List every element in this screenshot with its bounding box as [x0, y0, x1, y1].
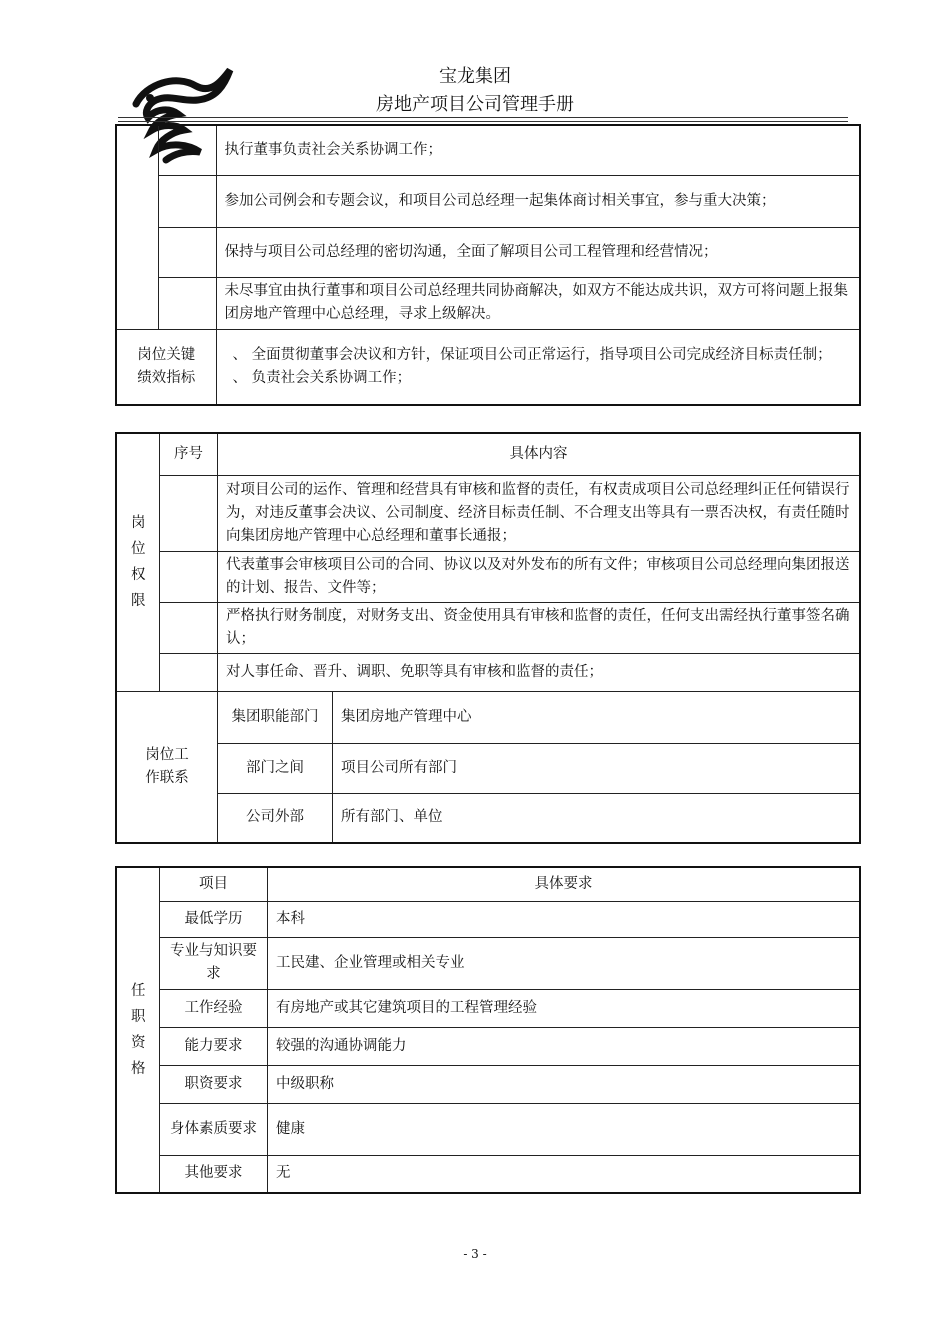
row-number-cell [158, 175, 216, 227]
kpi-label: 岗位关键绩效指标 [116, 329, 216, 405]
duty-item: 参加公司例会和专题会议，和项目公司总经理一起集体商讨相关事宜，参与重大决策； [216, 175, 860, 227]
duty-item: 未尽事宜由执行董事和项目公司总经理共同协商解决，如双方不能达成共识，双方可将问题上报集团房地产管理中心总经理，寻求上级解决。 [216, 277, 860, 329]
qualification-table [115, 866, 861, 1194]
qualification-label: 任职资格 [116, 867, 160, 1193]
row-number-cell [158, 277, 216, 329]
requirement-value: 健康 [268, 1103, 861, 1155]
table-row [116, 901, 860, 937]
duty-item: 保持与项目公司总经理的密切沟通，全面了解项目公司工程管理和经营情况； [216, 227, 860, 277]
kpi-item: 、 全面贯彻董事会决议和方针，保证项目公司正常运行，指导项目公司完成经济目标责任制； [232, 346, 832, 363]
duties-label-cell [116, 125, 158, 329]
table-row [116, 175, 860, 227]
contact-type: 集团职能部门 [218, 691, 333, 743]
header-rule-2 [118, 121, 848, 122]
col-header-requirement: 具体要求 [268, 867, 861, 901]
requirement-item: 最低学历 [160, 901, 268, 937]
contacts-label: 岗位工作联系 [116, 691, 218, 843]
contact-type: 公司外部 [218, 793, 333, 843]
table-header-row [116, 433, 860, 475]
row-number-cell [158, 125, 216, 175]
requirement-item: 能力要求 [160, 1027, 268, 1065]
table-row [116, 125, 860, 175]
contact-value: 集团房地产管理中心 [333, 691, 861, 743]
row-number-cell [160, 602, 218, 653]
row-number-cell [160, 551, 218, 602]
table-row [116, 1065, 860, 1103]
table-row [116, 793, 860, 843]
row-number-cell [160, 653, 218, 691]
table-row [116, 551, 860, 602]
requirement-item: 其他要求 [160, 1155, 268, 1193]
table-row [116, 1103, 860, 1155]
authority-item: 对项目公司的运作、管理和经营具有审核和监督的责任，有权责成项目公司总经理纠正任何错误行为，对违反董事会决议、公司制度、经济目标责任制、不合理支出等具有一票否决权，有责任随时向集团房地产管理中心总经理和董事长通报； [218, 475, 861, 551]
table-row [116, 691, 860, 743]
contact-type: 部门之间 [218, 743, 333, 793]
requirement-value: 无 [268, 1155, 861, 1193]
row-number-cell [158, 227, 216, 277]
table-row [116, 602, 860, 653]
table-row [116, 227, 860, 277]
page-number: - 3 - [463, 1247, 487, 1261]
duty-item: 执行董事负责社会关系协调工作； [216, 125, 860, 175]
requirement-value: 较强的沟通协调能力 [268, 1027, 861, 1065]
row-number-cell [160, 475, 218, 551]
table-row [116, 1027, 860, 1065]
table-row [116, 1155, 860, 1193]
authority-table [115, 432, 861, 844]
requirement-value: 本科 [268, 901, 861, 937]
requirement-value: 有房地产或其它建筑项目的工程管理经验 [268, 989, 861, 1027]
kpi-content [216, 329, 860, 405]
col-header-item: 项目 [160, 867, 268, 901]
authority-label: 岗位权限 [116, 433, 160, 691]
requirement-item: 专业与知识要求 [160, 937, 268, 989]
table-row [116, 937, 860, 989]
requirement-item: 身体素质要求 [160, 1103, 268, 1155]
table-row [116, 743, 860, 793]
kpi-row [116, 329, 860, 405]
header-rule [118, 117, 848, 118]
requirement-value: 中级职称 [268, 1065, 861, 1103]
contact-value: 所有部门、单位 [333, 793, 861, 843]
table-row [116, 989, 860, 1027]
kpi-item: 、 负责社会关系协调工作； [232, 369, 412, 386]
authority-item: 代表董事会审核项目公司的合同、协议以及对外发布的所有文件；审核项目公司总经理向集团报送的计划、报告、文件等； [218, 551, 861, 602]
table-row [116, 277, 860, 329]
table-header-row [116, 867, 860, 901]
requirement-value: 工民建、企业管理或相关专业 [268, 937, 861, 989]
table-row [116, 653, 860, 691]
contact-value: 项目公司所有部门 [333, 743, 861, 793]
col-header-content: 具体内容 [218, 433, 861, 475]
table-row [116, 475, 860, 551]
manual-title: 房地产项目公司管理手册 [376, 94, 574, 115]
requirement-item: 工作经验 [160, 989, 268, 1027]
requirement-item: 职资要求 [160, 1065, 268, 1103]
company-name: 宝龙集团 [439, 66, 511, 87]
duties-table [115, 124, 861, 406]
authority-item: 对人事任命、晋升、调职、免职等具有审核和监督的责任； [218, 653, 861, 691]
col-header-no: 序号 [160, 433, 218, 475]
authority-item: 严格执行财务制度，对财务支出、资金使用具有审核和监督的责任，任何支出需经执行董事签名确认； [218, 602, 861, 653]
